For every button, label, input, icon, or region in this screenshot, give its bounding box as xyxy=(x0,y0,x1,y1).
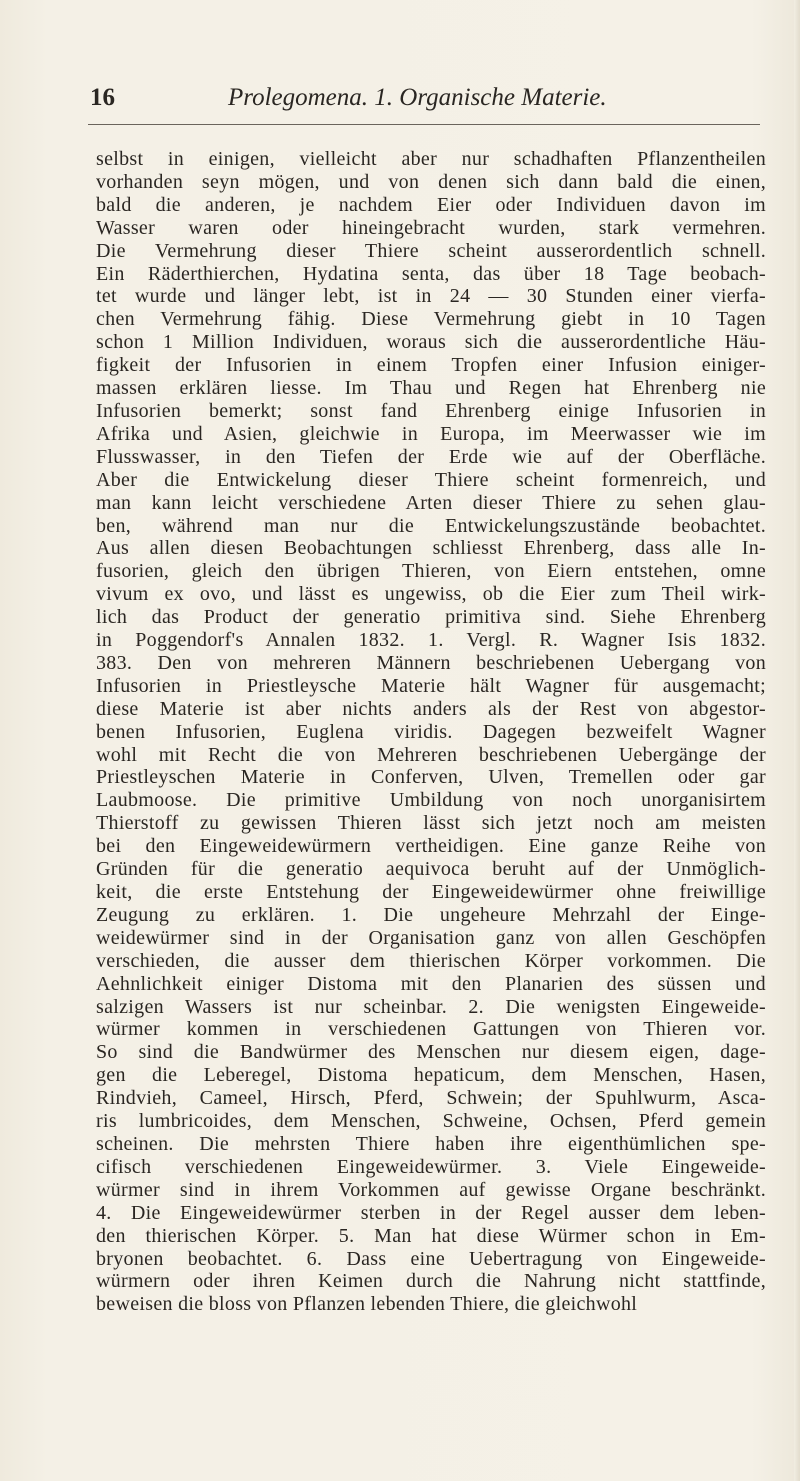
text-line: vivum ex ovo, und lässt es ungewiss, ob die Eier zum Theil wirk- xyxy=(96,583,766,606)
page-number: 16 xyxy=(90,84,115,111)
page-edge xyxy=(794,0,800,1481)
text-line: diese Materie ist aber nichts anders als der Rest von abgestor- xyxy=(96,697,766,720)
text-line: Thierstoff zu gewissen Thieren lässt sich jetzt noch am meisten xyxy=(96,812,766,835)
text-line: tet wurde und länger lebt, ist in 24 — 30 Stunden einer vierfa- xyxy=(96,285,766,308)
text-line: vorhanden seyn mögen, und von denen sich dann bald die einen, xyxy=(96,170,766,193)
text-line: beweisen die bloss von Pflanzen lebenden Thiere, die gleichwohl xyxy=(96,1293,638,1316)
text-line: Infusorien bemerkt; sonst fand Ehrenberg einige Infusorien in xyxy=(96,399,766,422)
text-line: Priestleyschen Materie in Conferven, Ulven, Tremellen oder gar xyxy=(96,766,766,789)
text-line: keit, die erste Entstehung der Eingeweidewürmer ohne freiwillige xyxy=(96,881,766,903)
text-line: fusorien, gleich den übrigen Thieren, von Eiern entstehen, omne xyxy=(96,560,766,583)
text-line: cifisch verschiedenen Eingeweidewürmer. 3. Viele Eingeweide- xyxy=(96,1155,766,1178)
text-line: schon 1 Million Individuen, woraus sich die ausserordentliche Häu- xyxy=(96,331,766,354)
text-line: würmer sind in ihrem Vorkommen auf gewisse Organe beschränkt. xyxy=(96,1178,766,1201)
text-line: Aber die Entwickelung dieser Thiere scheint formenreich, und xyxy=(96,468,766,491)
text-line: 383. Den von mehreren Männern beschriebenen Uebergang von xyxy=(96,651,766,674)
text-line: salzigen Wassers ist nur scheinbar. 2. Die wenigsten Eingeweide- xyxy=(96,995,766,1018)
text-line: Wasser waren oder hineingebracht wurden, stark vermehren. xyxy=(96,216,766,239)
text-line: scheinen. Die mehrsten Thiere haben ihre eigenthümlichen spe- xyxy=(96,1132,766,1155)
text-line: weidewürmer sind in der Organisation ganz von allen Geschöpfen xyxy=(96,926,766,949)
text-line: würmer kommen in verschiedenen Gattungen von Thieren vor. xyxy=(96,1018,766,1041)
text-line: figkeit der Infusorien in einem Tropfen einer Infusion einiger- xyxy=(96,354,766,377)
text-line: chen Vermehrung fähig. Diese Vermehrung giebt in 10 Tagen xyxy=(96,308,766,331)
text-line: den thierischen Körper. 5. Man hat diese Würmer schon in Em- xyxy=(96,1224,766,1247)
text-line: benen Infusorien, Euglena viridis. Dagegen bezweifelt Wagner xyxy=(96,720,766,743)
text-line: bald die anderen, je nachdem Eier oder Individuen davon im xyxy=(96,193,766,216)
text-line: massen erklären liesse. Im Thau und Regen hat Ehrenberg nie xyxy=(96,377,766,400)
text-line: wohl mit Recht die von Mehreren beschriebenen Uebergänge der xyxy=(96,743,766,766)
text-line: würmern oder ihren Keimen durch die Nahrung nicht stattfinde, xyxy=(96,1270,766,1293)
text-line: man kann leicht verschiedene Arten dieser Thiere zu sehen glau- xyxy=(96,491,766,514)
text-line: Afrika und Asien, gleichwie in Europa, im Meerwasser wie im xyxy=(96,422,766,445)
text-line: Rindvieh, Cameel, Hirsch, Pferd, Schwein; der Spuhlwurm, Asca- xyxy=(96,1087,766,1110)
running-title: Prolegomena. 1. Organische Materie. xyxy=(228,84,607,111)
text-line: Aehnlichkeit einiger Distoma mit den Planarien des süssen und xyxy=(96,972,766,995)
text-line: Laubmoose. Die primitive Umbildung von noch unorganisirtem xyxy=(96,789,766,812)
text-line: Ein Räderthierchen, Hydatina senta, das über 18 Tage beobach- xyxy=(96,262,766,285)
body-text xyxy=(96,148,766,1316)
text-line: selbst in einigen, vielleicht aber nur schadhaften Pflanzentheilen xyxy=(96,148,766,170)
text-line: Flusswasser, in den Tiefen der Erde wie auf der Oberfläche. xyxy=(96,445,766,468)
text-line: lich das Product der generatio primitiva sind. Siehe Ehrenberg xyxy=(96,606,766,629)
text-line: gen die Leberegel, Distoma hepaticum, dem Menschen, Hasen, xyxy=(96,1064,766,1087)
text-line: ris lumbricoides, dem Menschen, Schweine, Ochsen, Pferd gemein xyxy=(96,1110,766,1133)
text-line: bei den Eingeweidewürmern vertheidigen. Eine ganze Reihe von xyxy=(96,835,766,858)
page-header xyxy=(90,84,760,124)
text-line: 4. Die Eingeweidewürmer sterben in der Regel ausser dem leben- xyxy=(96,1201,766,1224)
text-line: verschieden, die ausser dem thierischen Körper vorkommen. Die xyxy=(96,949,766,972)
text-line: Zeugung zu erklären. 1. Die ungeheure Mehrzahl der Einge- xyxy=(96,903,766,926)
text-line: ben, während man nur die Entwickelungszustände beobachtet. xyxy=(96,514,766,537)
text-line: bryonen beobachtet. 6. Dass eine Uebertragung von Eingeweide- xyxy=(96,1247,766,1270)
text-line: Aus allen diesen Beobachtungen schliesst Ehrenberg, dass alle In- xyxy=(96,537,766,560)
text-line: Infusorien in Priestleysche Materie hält Wagner für ausgemacht; xyxy=(96,674,766,697)
text-line: So sind die Bandwürmer des Menschen nur diesem eigen, dage- xyxy=(96,1041,766,1064)
text-line: Die Vermehrung dieser Thiere scheint ausserordentlich schnell. xyxy=(96,239,766,262)
header-rule xyxy=(88,124,760,125)
text-line: in Poggendorf's Annalen 1832. 1. Vergl. R. Wagner Isis 1832. xyxy=(96,629,766,652)
text-line: Gründen für die generatio aequivoca beruht auf der Unmöglich- xyxy=(96,858,766,881)
